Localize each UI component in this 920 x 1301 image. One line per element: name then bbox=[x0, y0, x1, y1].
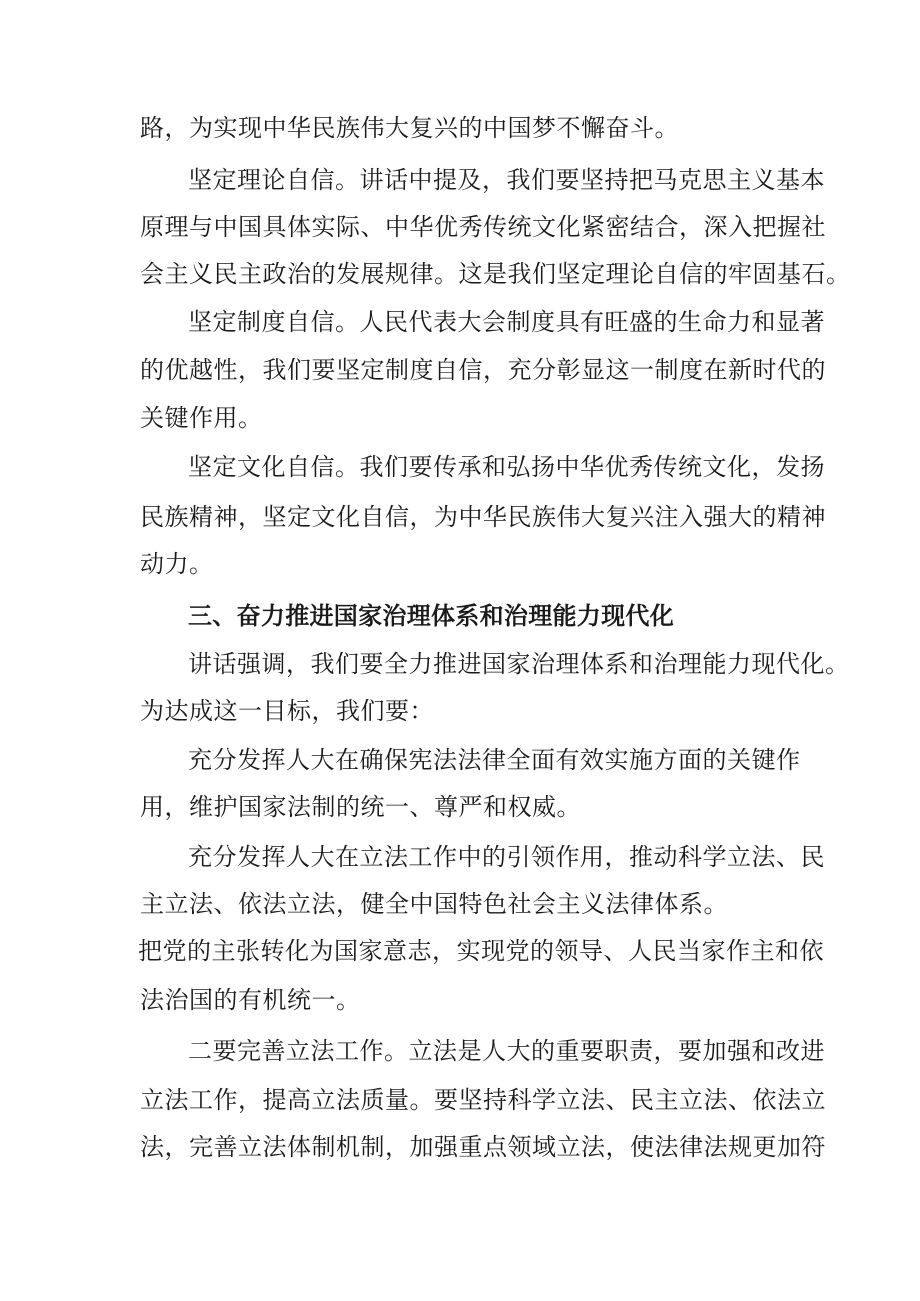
paragraph-line: 原理与中国具体实际、中华优秀传统文化紧密结合，深入把握社 bbox=[140, 213, 826, 241]
paragraph-line: 民族精神，坚定文化自信，为中华民族伟大复兴注入强大的精神 bbox=[140, 503, 826, 531]
paragraph-line: 二要完善立法工作。立法是人大的重要职责，要加强和改进 bbox=[188, 1037, 825, 1065]
paragraph-line: 坚定文化自信。我们要传承和弘扬中华优秀传统文化，发扬 bbox=[188, 453, 825, 481]
paragraph-line: 法治国的有机统一。 bbox=[140, 986, 361, 1014]
paragraph-line: 用，维护国家法制的统一、尊严和权威。 bbox=[140, 793, 581, 821]
paragraph-line: 会主义民主政治的发展规律。这是我们坚定理论自信的牢固基石。 bbox=[140, 260, 851, 288]
paragraph-line: 讲话强调，我们要全力推进国家治理体系和治理能力现代化。 bbox=[188, 650, 850, 678]
paragraph-line: 充分发挥人大在确保宪法法律全面有效实施方面的关键作 bbox=[188, 746, 801, 774]
paragraph-line: 坚定理论自信。讲话中提及，我们要坚持把马克思主义基本 bbox=[188, 166, 825, 194]
paragraph-line: 主立法、依法立法，健全中国特色社会主义法律体系。 bbox=[140, 890, 728, 918]
paragraph-line: 的优越性，我们要坚定制度自信，充分彰显这一制度在新时代的 bbox=[140, 356, 826, 384]
paragraph-line: 关键作用。 bbox=[140, 404, 263, 432]
paragraph-line: 路，为实现中华民族伟大复兴的中国梦不懈奋斗。 bbox=[140, 114, 679, 142]
paragraph-line: 充分发挥人大在立法工作中的引领作用，推动科学立法、民 bbox=[188, 843, 825, 871]
paragraph-line: 把党的主张转化为国家意志，实现党的领导、人民当家作主和依 bbox=[138, 937, 824, 965]
paragraph-line: 法，完善立法体制机制，加强重点领域立法，使法律法规更加符 bbox=[140, 1133, 826, 1161]
paragraph-line: 动力。 bbox=[140, 550, 214, 578]
paragraph-line: 坚定制度自信。人民代表大会制度具有旺盛的生命力和显著 bbox=[188, 308, 825, 336]
paragraph-line: 为达成这一目标，我们要： bbox=[140, 697, 434, 725]
section-heading: 三、奋力推进国家治理体系和治理能力现代化 bbox=[188, 602, 674, 630]
paragraph-line: 立法工作，提高立法质量。要坚持科学立法、民主立法、依法立 bbox=[140, 1086, 826, 1114]
